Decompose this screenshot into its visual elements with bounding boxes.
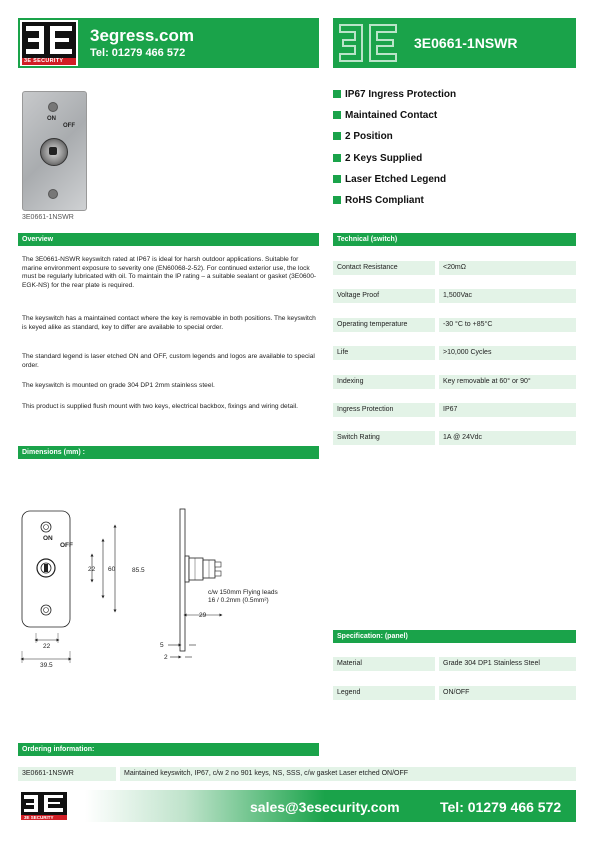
technical-value: >10,000 Cycles bbox=[439, 346, 576, 360]
technical-value: -30 °C to +85°C bbox=[439, 318, 576, 332]
photo-keyhole bbox=[49, 147, 57, 155]
technical-label: Indexing bbox=[333, 375, 435, 389]
dim-39-5: 39.5 bbox=[40, 662, 53, 669]
technical-value: 1A @ 24Vdc bbox=[439, 431, 576, 445]
footer-logo-text: 3E SECURITY bbox=[24, 815, 54, 820]
overview-paragraph: The keyswitch has a maintained contact where the key is removable in both positions. The keyswitch is keyed alike as standard, key to differ are available to special order. bbox=[22, 315, 316, 331]
footer-email[interactable]: sales@3esecurity.com bbox=[250, 799, 400, 815]
header-phone: Tel: 01279 466 572 bbox=[90, 47, 186, 59]
technical-label: Ingress Protection bbox=[333, 403, 435, 417]
technical-row bbox=[333, 346, 576, 360]
dim-22-vertical: 22 bbox=[88, 566, 96, 573]
overview-header: Overview bbox=[18, 233, 319, 246]
technical-row bbox=[333, 318, 576, 332]
3e-outline-logo-icon bbox=[338, 22, 400, 64]
front-on-label: ON bbox=[43, 535, 53, 542]
technical-row bbox=[333, 403, 576, 417]
specification-header: Specification: (panel) bbox=[333, 630, 576, 643]
ordering-description-cell bbox=[120, 767, 576, 781]
dimension-drawing bbox=[0, 495, 330, 675]
technical-label: Contact Resistance bbox=[333, 261, 435, 275]
technical-label: Switch Rating bbox=[333, 431, 435, 445]
photo-screw-top bbox=[48, 102, 58, 112]
ordering-header: Ordering information: bbox=[18, 743, 319, 756]
header-company[interactable]: 3egress.com bbox=[90, 26, 194, 45]
overview-paragraph: This product is supplied flush mount with two keys, electrical backbox, fixings and wiring detail. bbox=[22, 403, 298, 410]
header-logo-text: 3E SECURITY bbox=[24, 58, 64, 64]
photo-screw-bottom bbox=[48, 189, 58, 199]
front-screw-top bbox=[41, 522, 51, 532]
technical-value: 1,500Vac bbox=[439, 289, 576, 303]
spec-label: Legend bbox=[333, 686, 435, 700]
front-off-label: OFF bbox=[60, 542, 73, 549]
dim-22-horizontal: 22 bbox=[43, 643, 51, 650]
leads-note-1: c/w 150mm Flying leads bbox=[208, 589, 278, 596]
ordering-code-cell bbox=[18, 767, 116, 781]
spec-value: ON/OFF bbox=[439, 686, 576, 700]
specification-row bbox=[333, 686, 576, 700]
dim-5: 5 bbox=[160, 642, 164, 649]
dim-2: 2 bbox=[164, 654, 168, 661]
spec-value: Grade 304 DP1 Stainless Steel bbox=[439, 657, 576, 671]
footer-phone: Tel: 01279 466 572 bbox=[440, 799, 562, 815]
header-right-logo bbox=[338, 22, 400, 64]
leads-note-2: 16 / 0.2mm (0.5mm²) bbox=[208, 597, 269, 604]
photo-on-label: ON bbox=[47, 116, 56, 122]
technical-value: IP67 bbox=[439, 403, 576, 417]
spec-label: Material bbox=[333, 657, 435, 671]
technical-value: Key removable at 60° or 90° bbox=[439, 375, 576, 389]
technical-row bbox=[333, 431, 576, 445]
front-screw-bottom bbox=[41, 605, 51, 615]
photo-caption: 3E0661-1NSWR bbox=[22, 214, 74, 221]
technical-row bbox=[333, 289, 576, 303]
dim-29: 29 bbox=[199, 612, 207, 619]
technical-header: Technical (switch) bbox=[333, 233, 576, 246]
technical-label: Voltage Proof bbox=[333, 289, 435, 303]
footer-logo bbox=[20, 791, 68, 821]
ordering-code: 3E0661-1NSWR bbox=[22, 770, 74, 777]
side-plate bbox=[180, 509, 185, 651]
dim-85: 85.5 bbox=[132, 567, 145, 574]
overview-paragraph: The keyswitch is mounted on grade 304 DP1 2mm stainless steel. bbox=[22, 382, 215, 389]
header-logo bbox=[20, 20, 78, 66]
technical-label: Operating temperature bbox=[333, 318, 435, 332]
technical-label: Life bbox=[333, 346, 435, 360]
product-code: 3E0661-1NSWR bbox=[414, 35, 518, 51]
technical-row bbox=[333, 261, 576, 275]
technical-row bbox=[333, 375, 576, 389]
dim-60: 60 bbox=[108, 566, 116, 573]
specification-row bbox=[333, 657, 576, 671]
ordering-description: Maintained keyswitch, IP67, c/w 2 no 901 keys, NS, SSS, c/w gasket Laser etched ON/OFF bbox=[124, 770, 409, 777]
side-bezel bbox=[185, 556, 189, 582]
photo-off-label: OFF bbox=[63, 123, 75, 129]
dimensions-header: Dimensions (mm) : bbox=[18, 446, 319, 459]
product-photo bbox=[22, 91, 87, 211]
technical-value: <20mΩ bbox=[439, 261, 576, 275]
overview-paragraph: The 3E0661-NSWR keyswitch rated at IP67 is ideal for harsh outdoor applications. Suitable for marine environment exposure to severity one (EN60068-2-52). For continued exterior use, the lock must be regularly lubricated with oil. To maintain the IP rating – a suitable sealant or gasket (3E0600-EGK-NS) for the rear plate is required. bbox=[22, 256, 317, 289]
side-body bbox=[189, 558, 203, 580]
overview-paragraph: The standard legend is laser etched ON and OFF, custom legends and logos are available to special order. bbox=[22, 353, 315, 369]
